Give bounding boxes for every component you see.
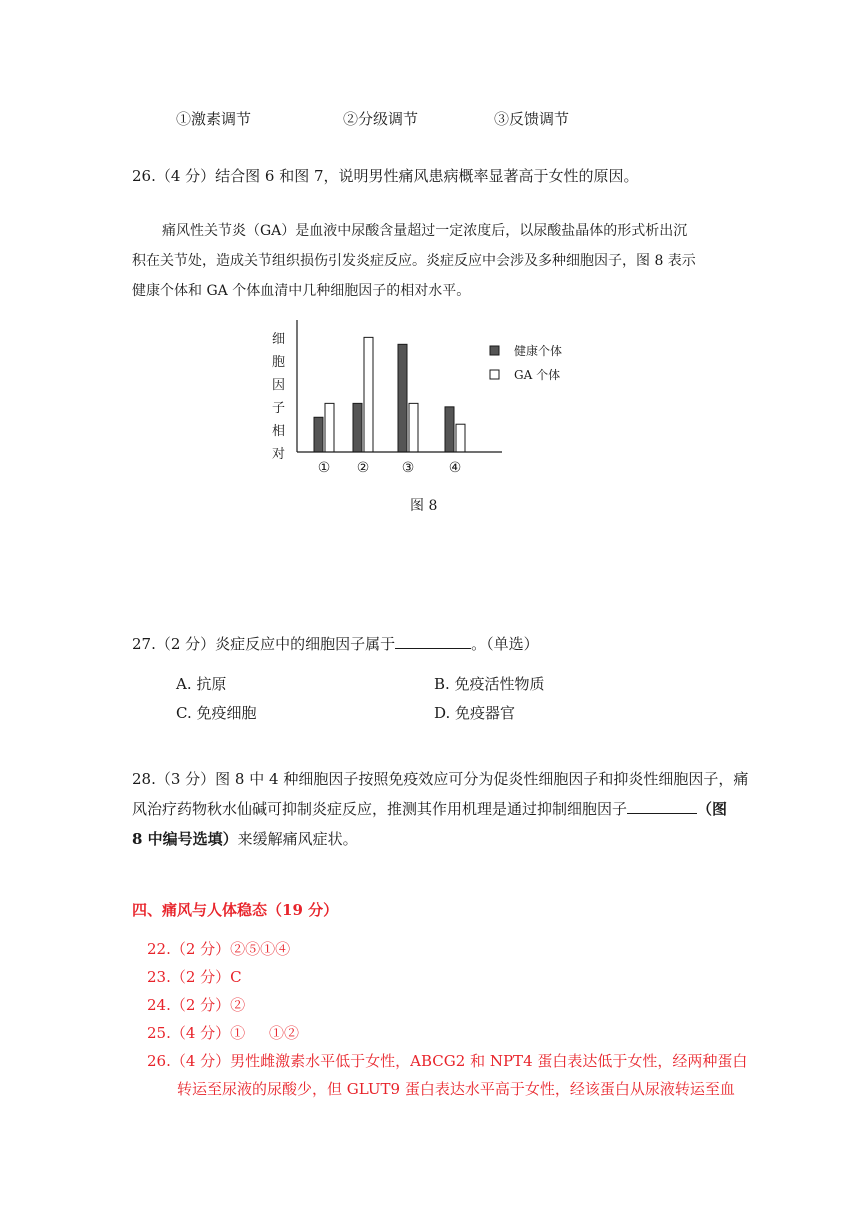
question-28-line-3 xyxy=(132,828,358,849)
answer-24: 24.（2 分）② xyxy=(147,996,246,1014)
question-28-hint-cont: 8 中编号选填） xyxy=(132,830,238,848)
intro-line-1: 痛风性关节炎（GA）是血液中尿酸含量超过一定浓度后，以尿酸盐晶体的形式析出沉 xyxy=(162,223,688,239)
bar-healthy-4 xyxy=(445,407,454,452)
bar-ga-4 xyxy=(456,424,465,452)
option-2: ②分级调节 xyxy=(343,110,419,128)
intro-line-3: 健康个体和 GA 个体血清中几种细胞因子的相对水平。 xyxy=(132,283,471,299)
ylabel-char: 细 xyxy=(272,332,286,347)
option-c: C. 免疫细胞 xyxy=(176,704,257,722)
figure-caption: 图 8 xyxy=(410,498,438,514)
answer-blank[interactable] xyxy=(627,799,697,814)
option-b: B. 免疫活性物质 xyxy=(434,675,545,693)
option-a: A. 抗原 xyxy=(176,675,227,693)
ylabel-char: 胞 xyxy=(272,355,286,370)
question-28-text-cont: 来缓解痛风症状。 xyxy=(237,830,358,848)
option-d: D. 免疫器官 xyxy=(434,704,516,722)
ylabel-char: 子 xyxy=(272,401,286,416)
bar-ga-1 xyxy=(325,403,334,452)
question-28-text: 风治疗药物秋水仙碱可抑制炎症反应，推测其作用机理是通过抑制细胞因子 xyxy=(132,800,628,818)
bar-ga-2 xyxy=(364,337,373,452)
intro-line-2: 积在关节处，造成关节组织损伤引发炎症反应。炎症反应中会涉及多种细胞因子，图 8 表示 xyxy=(132,253,696,269)
legend-label: 健康个体 xyxy=(514,344,563,358)
answer-22: 22.（2 分）②⑤①④ xyxy=(147,940,291,958)
x-tick-label: ② xyxy=(356,460,370,476)
x-tick-label: ③ xyxy=(401,460,415,476)
question-27-stem: 27.（2 分）炎症反应中的细胞因子属于 xyxy=(132,635,396,653)
answer-23: 23.（2 分）C xyxy=(147,968,242,986)
legend-swatch xyxy=(490,346,499,355)
answer-26-line-2: 转运至尿液的尿酸少，但 GLUT9 蛋白表达水平高于女性，经该蛋白从尿液转运至血 xyxy=(177,1080,735,1098)
bar-healthy-3 xyxy=(398,344,407,452)
bar-healthy-1 xyxy=(314,417,323,452)
answer-section-title: 四、痛风与人体稳态（19 分） xyxy=(132,901,339,919)
answer-25: 25.（4 分）① ①② xyxy=(147,1024,300,1042)
ylabel-char: 对 xyxy=(272,447,286,462)
question-28-line-2 xyxy=(132,798,727,819)
ylabel-char: 因 xyxy=(272,378,286,393)
question-27 xyxy=(132,633,539,654)
legend-label: GA 个体 xyxy=(514,368,561,382)
bar-healthy-2 xyxy=(353,403,362,452)
legend-swatch xyxy=(490,370,499,379)
answer-26-line-1: 26.（4 分）男性雌激素水平低于女性，ABCG2 和 NPT4 蛋白表达低于女性，经两种蛋白 xyxy=(147,1052,748,1070)
answer-blank[interactable] xyxy=(395,634,471,649)
ylabel-char: 相 xyxy=(272,424,286,439)
question-28-hint: （图 xyxy=(697,800,728,818)
bar-ga-3 xyxy=(409,403,418,452)
question-28-line-1: 28.（3 分）图 8 中 4 种细胞因子按照免疫效应可分为促炎性细胞因子和抑炎性细胞因子，痛 xyxy=(132,770,749,788)
option-3: ③反馈调节 xyxy=(494,110,570,128)
question-26: 26.（4 分）结合图 6 和图 7，说明男性痛风患病概率显著高于女性的原因。 xyxy=(132,167,639,185)
question-27-suffix: 。（单选） xyxy=(471,635,539,653)
x-tick-label: ① xyxy=(317,460,331,476)
option-1: ①激素调节 xyxy=(176,110,252,128)
x-tick-label: ④ xyxy=(448,460,462,476)
figure-8-chart xyxy=(262,318,592,480)
